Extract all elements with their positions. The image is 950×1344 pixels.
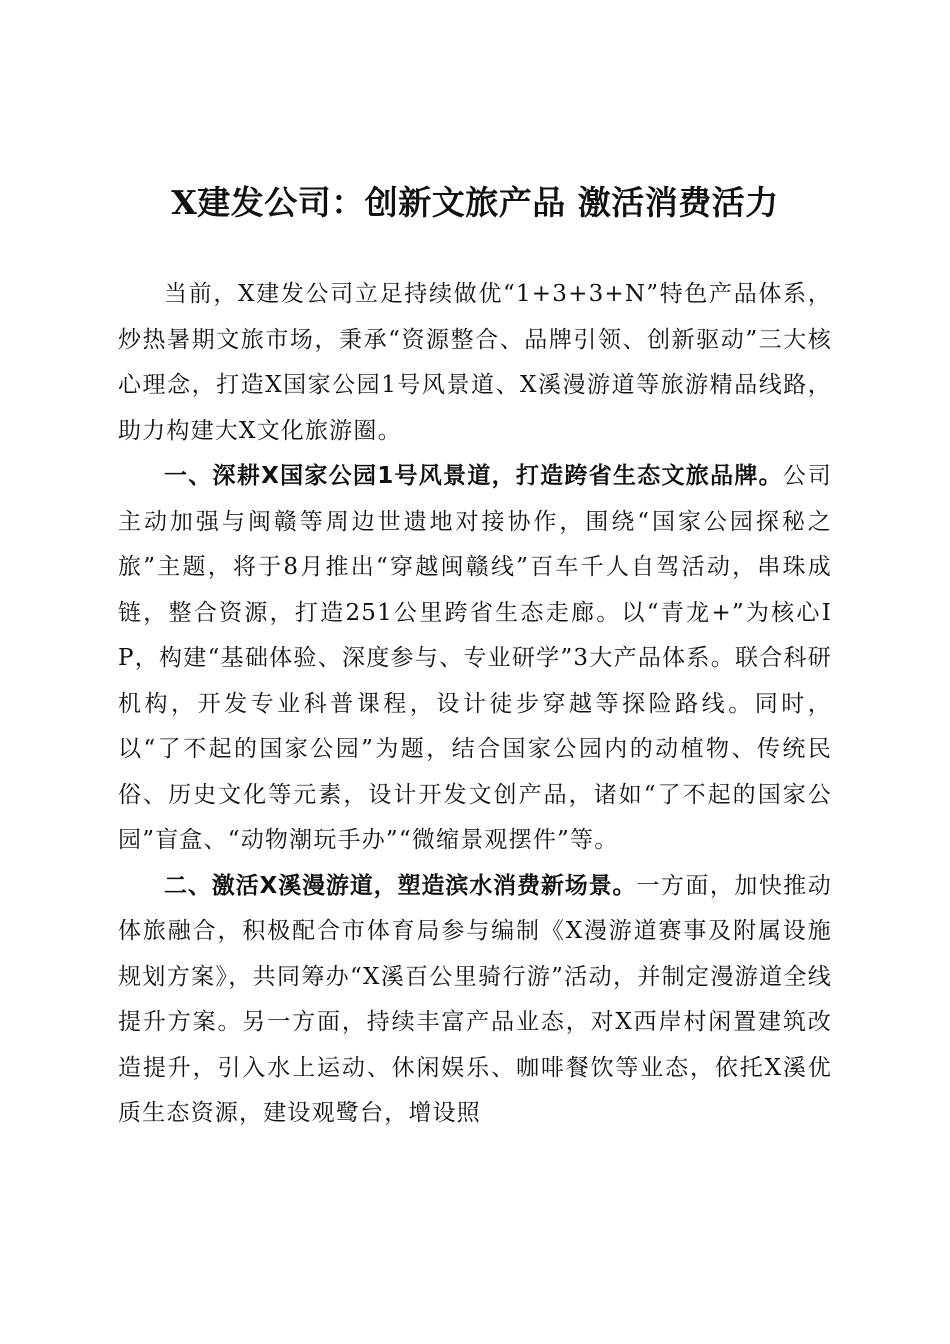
section-1-paragraph bbox=[118, 454, 832, 864]
section-1-text: 公司主动加强与闽赣等周边世遗地对接协作，围绕“国家公园探秘之旅”主题，将于8月推出“穿越闽赣线”百车千人自驾活动，串珠成链，整合资源，打造251公里跨省生态走廊。以“青龙+”为核心IP，构建“基础体验、深度参与、专业研学”3大产品体系。联合科研机构，开发专业科普课程，设计徒步穿越等探险路线。同时，以“了不起的国家公园”为题，结合国家公园内的动植物、传统民俗、历史文化等元素，设计开发文创产品，诸如“了不起的国家公园”盲盒、“动物潮玩手办”“微缩景观摆件”等。 bbox=[118, 463, 832, 853]
document-title: X建发公司：创新文旅产品 激活消费活力 bbox=[171, 183, 779, 222]
document-body bbox=[118, 272, 832, 1137]
intro-paragraph: 当前，X建发公司立足持续做优“1+3+3+N”特色产品体系，炒热暑期文旅市场，秉承“资源整合、品牌引领、创新驱动”三大核心理念，打造X国家公园1号风景道、X溪漫游道等旅游精品线路，助力构建大X文化旅游圈。 bbox=[118, 281, 832, 444]
section-1-heading: 一、深耕X国家公园1号风景道，打造跨省生态文旅品牌。 bbox=[164, 463, 783, 489]
section-2-heading: 二、激活X溪漫游道，塑造滨水消费新场景。 bbox=[164, 872, 637, 899]
section-2-paragraph bbox=[118, 864, 832, 1137]
section-2-text: 一方面，加快推动体旅融合，积极配合市体育局参与编制《X漫游道赛事及附属设施规划方案》，共同筹办“X溪百公里骑行游”活动，并制定漫游道全线提升方案。另一方面，持续丰富产品业态，对X西岸村闲置建筑改造提升，引入水上运动、休闲娱乐、咖啡餐饮等业态，依托X溪优质生态资源，建设观鹭台，增设照 bbox=[118, 872, 832, 1126]
